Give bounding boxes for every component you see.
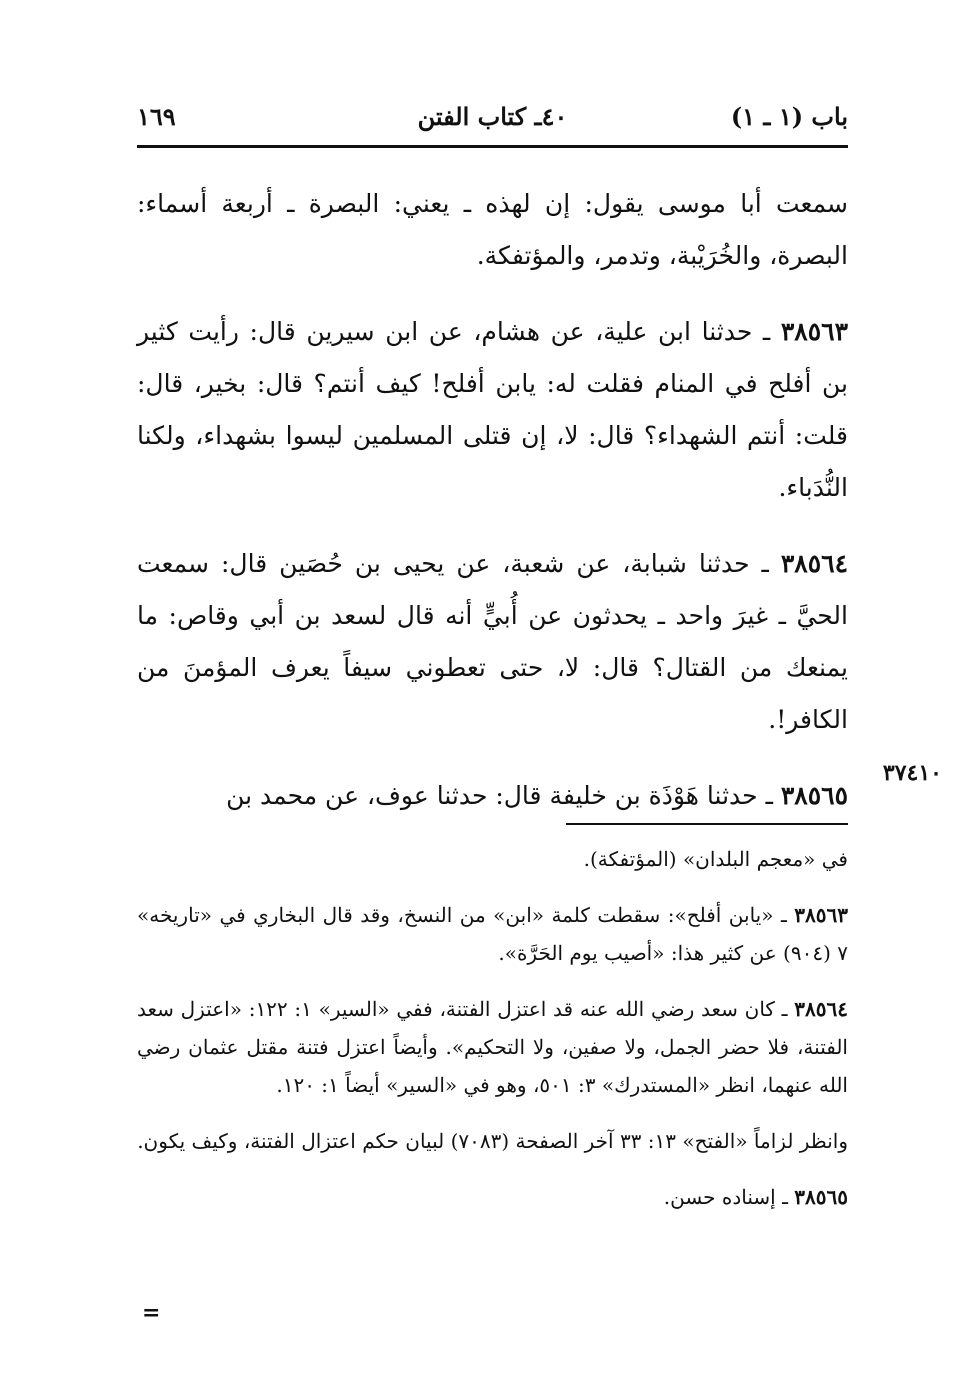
- page-number: ١٦٩: [137, 102, 176, 131]
- footnote: [137, 840, 848, 878]
- footnote-text: وانظر لزاماً «الفتح» ١٣: ٣٣ آخر الصفحة (٧٠٨٣) لبيان حكم اعتزال الفتنة، وكيف يكون.: [137, 1129, 848, 1153]
- footnote-number: ٣٨٥٦٤: [794, 997, 848, 1021]
- paragraph: [137, 538, 848, 746]
- book-title: ٤٠ـ كتاب الفتن: [417, 102, 568, 131]
- footnote: [137, 1178, 848, 1216]
- page-header: [137, 102, 848, 142]
- paragraph: [137, 306, 848, 514]
- footnote-number: ٣٨٥٦٥: [794, 1185, 848, 1209]
- hadith-number: ٣٨٥٦٥: [780, 781, 848, 810]
- footnote: [137, 990, 848, 1104]
- margin-number: ٣٧٤١٠: [882, 760, 942, 786]
- hadith-number: ٣٨٥٦٣: [780, 317, 848, 346]
- footnote-text: في «معجم البلدان» (المؤتفكة).: [583, 847, 848, 871]
- paragraph: [137, 178, 848, 282]
- main-text: [137, 178, 848, 846]
- footnote-text: ـ إسناده حسن.: [663, 1185, 795, 1209]
- footnote-separator: [566, 823, 848, 825]
- footnote-text: ـ كان سعد رضي الله عنه قد اعتزل الفتنة، ففي «السير» ١: ١٢٢: «اعتزل سعد الفتنة، فلا حضر الجمل، ولا صفين، ولا التحكيم». وأيضاً اعتزل فتنة مقتل عثمان رضي الله عنهما، انظر «المستدرك» ٣: ٥٠١، وهو في «السير» أيضاً ١: ١٢٠.: [137, 997, 848, 1097]
- paragraph-text: ـ حدثنا هَوْذَة بن خليفة قال: حدثنا عوف، عن محمد بن: [226, 781, 781, 810]
- footnotes: [137, 840, 848, 1234]
- footnote: [137, 1122, 848, 1160]
- footnote: [137, 896, 848, 972]
- header-rule: [137, 145, 848, 148]
- paragraph-text: سمعت أبا موسى يقول: إن لهذه ـ يعني: البصرة ـ أربعة أسماء: البصرة، والخُرَيْبة، وتدمر، والمؤتفكة.: [137, 189, 848, 270]
- continuation-mark: =: [142, 1300, 161, 1326]
- paragraph-text: ـ حدثنا ابن علية، عن هشام، عن ابن سيرين قال: رأيت كثير بن أفلح في المنام فقلت له: يابن أفلح! كيف أنتم؟ قال: بخير، قال: قلت: أنتم الشهداء؟ قال: لا، إن قتلى المسلمين ليسوا بشهداء، ولكنا النُّدَباء.: [137, 317, 848, 502]
- hadith-number: ٣٨٥٦٤: [780, 549, 848, 578]
- paragraph-text: ـ حدثنا شبابة، عن شعبة، عن يحيى بن حُصَين قال: سمعت الحيَّ ـ غيرَ واحد ـ يحدثون عن أُبيٍّ أنه قال لسعد بن أبي وقاص: ما يمنعك من القتال؟ قال: لا، حتى تعطوني سيفاً يعرف المؤمنَ من الكافر!.: [137, 549, 848, 734]
- paragraph: [137, 770, 848, 822]
- footnote-number: ٣٨٥٦٣: [794, 903, 848, 927]
- chapter-heading: باب (١ ـ ١): [730, 102, 848, 131]
- footnote-text: ـ «يابن أفلح»: سقطت كلمة «ابن» من النسخ، وقد قال البخاري في «تاريخه» ٧ (٩٠٤) عن كثير هذا: «أصيب يوم الحَرَّة».: [137, 903, 848, 965]
